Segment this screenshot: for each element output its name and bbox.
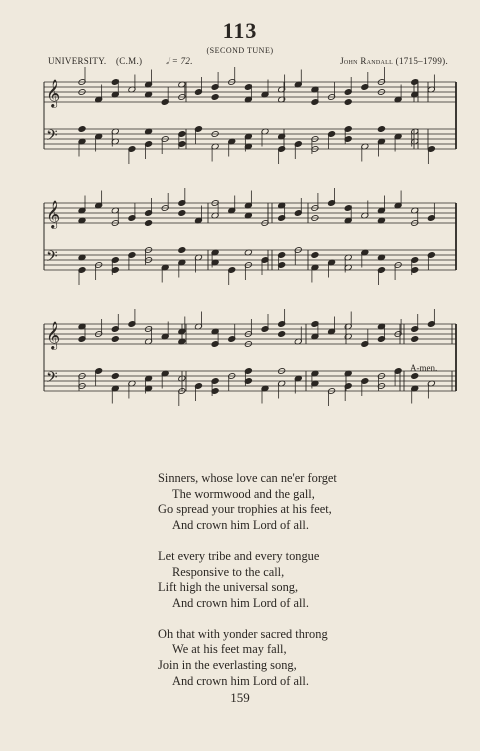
verse-line: Let every tribe and every tongue	[158, 548, 320, 563]
bass-clef-icon: 𝄢	[46, 369, 58, 390]
tune-meter: (C.M.)	[116, 56, 143, 66]
treble-clef-icon: 𝄞	[46, 321, 61, 349]
notehead	[311, 252, 319, 259]
verse-line: And crown him Lord of all.	[172, 673, 309, 688]
notehead	[178, 247, 186, 254]
notehead	[111, 373, 119, 380]
tempo-marking: 𝅗𝅥 = 72.	[166, 56, 193, 66]
verse-line: We at his feet may fall,	[172, 642, 287, 657]
page-number: 159	[230, 690, 250, 705]
treble-clef-icon: 𝄞	[46, 200, 61, 228]
verse-line: The wormwood and the gall,	[172, 486, 315, 501]
tune-name: UNIVERSITY.	[48, 56, 107, 66]
notehead	[211, 94, 219, 101]
hymn-verses	[158, 471, 418, 704]
notehead	[178, 210, 186, 217]
verse-line: Sinners, whose love can ne'er forget	[158, 471, 337, 485]
verse-line: Responsive to the call,	[172, 564, 285, 579]
verse-line: Join in the everlasting song,	[158, 658, 297, 673]
amen-label: A-men.	[410, 363, 438, 373]
verse	[158, 471, 418, 534]
notehead	[377, 126, 385, 133]
treble-clef-icon: 𝄞	[46, 79, 61, 107]
notehead	[145, 220, 153, 227]
notehead	[111, 336, 119, 343]
verse	[158, 627, 418, 690]
notehead	[344, 99, 352, 106]
verse-line: Go spread your trophies at his feet,	[158, 502, 332, 517]
tune-subtitle: (SECOND TUNE)	[206, 46, 274, 55]
verse-line: Lift high the universal song,	[158, 580, 299, 595]
notehead	[278, 331, 286, 338]
notehead	[411, 373, 419, 380]
verse-line: Oh that with yonder sacred throng	[158, 626, 328, 641]
bass-clef-icon: 𝄢	[46, 127, 58, 148]
verse-line: And crown him Lord of all.	[172, 518, 309, 533]
hymn-number: 113	[222, 18, 258, 43]
notehead	[411, 336, 419, 343]
notehead	[78, 126, 86, 133]
bass-clef-icon: 𝄢	[46, 248, 58, 269]
verse	[158, 549, 418, 612]
verse-line: And crown him Lord of all.	[172, 595, 309, 610]
composer-credit: John Randall (1715–1799).	[340, 56, 448, 66]
